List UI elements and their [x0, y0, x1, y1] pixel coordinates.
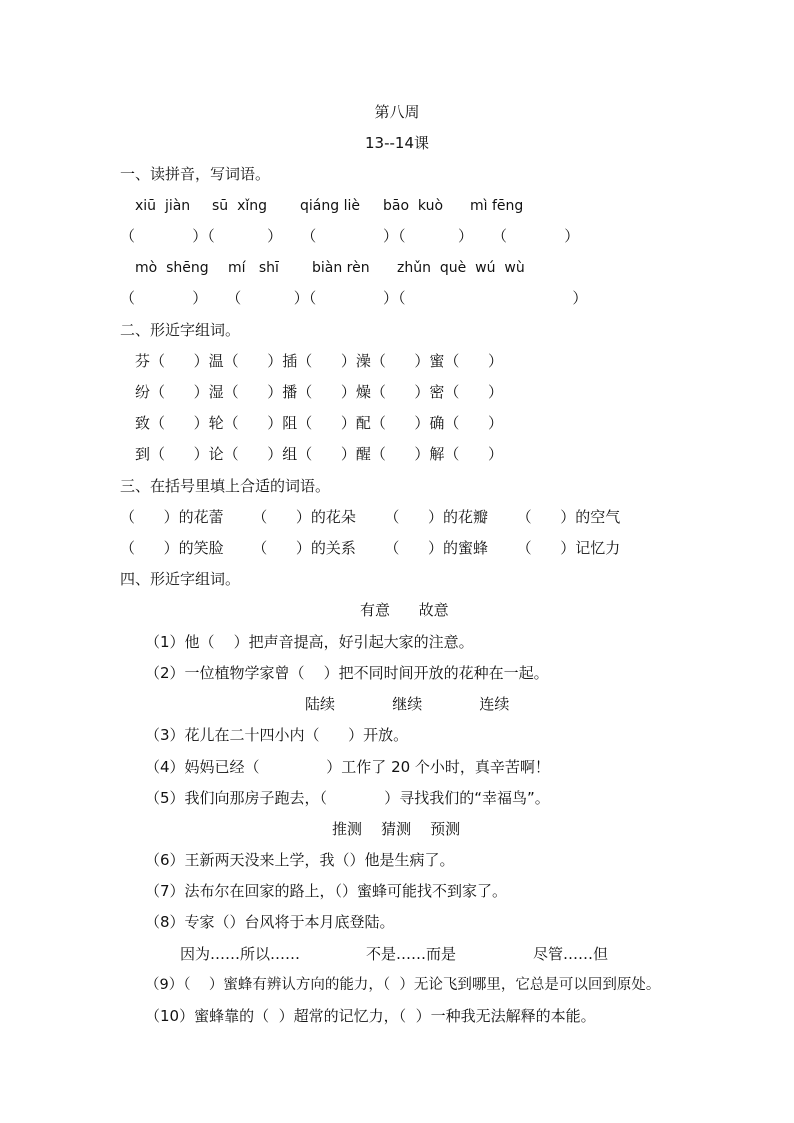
pinyin-item: mì fēng	[470, 198, 524, 214]
page-title: 第八周	[374, 103, 420, 121]
page-subtitle: 13--14课	[365, 134, 429, 152]
question-item: （5）我们向那房子跑去，（ ）寻找我们的“幸福鸟”。	[145, 789, 550, 807]
char-group-row: 致（ ）轮（ ）阻（ ）配（ ）确（ ）	[135, 414, 504, 432]
char-group-row: 纷（ ）湿（ ）播（ ）燥（ ）密（ ）	[135, 383, 504, 401]
question-item: （4）妈妈已经（ ）工作了 20 个小时，真辛苦啊！	[145, 758, 550, 776]
fill-phrase-row: （ ）的花蕾 （ ）的花朵 （ ）的花瓣 （ ）的空气	[120, 508, 621, 526]
question-item: （8）专家（）台风将于本月底登陆。	[145, 913, 395, 931]
char-group-row: 芬（ ）温（ ）插（ ）澡（ ）蜜（ ）	[135, 352, 504, 370]
question-item: （7）法布尔在回家的路上，（）蜜蜂可能找不到家了。	[145, 882, 508, 900]
pinyin-item: xiū jiàn	[135, 198, 191, 214]
pinyin-item: sū xǐng	[212, 198, 268, 214]
pinyin-item: biàn rèn	[312, 260, 370, 276]
question-item: （9）（ ）蜜蜂有辨认方向的能力，（ ）无论飞到哪里，它总是可以回到原处。	[145, 977, 661, 993]
word-choice: 尽管……但	[533, 945, 609, 963]
question-item: （1）他（ ）把声音提高，好引起大家的注意。	[145, 633, 474, 651]
section1-heading: 一、读拼音，写词语。	[120, 165, 271, 183]
word-choice: 因为……所以……	[180, 945, 301, 963]
fill-phrase-row: （ ）的笑脸 （ ）的关系 （ ）的蜜蜂 （ ）记忆力	[120, 539, 621, 557]
word-choice: 不是……而是	[366, 945, 457, 963]
section2-heading: 二、形近字组词。	[120, 321, 241, 339]
section3-heading: 三、在括号里填上合适的词语。	[120, 477, 331, 495]
question-item: （3）花儿在二十四小内（ ）开放。	[145, 726, 409, 744]
pinyin-item: mò shēng	[135, 260, 209, 276]
word-choice-group: 有意 故意	[360, 601, 449, 619]
word-choice-group: 陆续 继续 连续	[305, 695, 510, 713]
question-item: （10）蜜蜂靠的（ ）超常的记忆力，（ ）一种我无法解释的本能。	[145, 1007, 596, 1025]
pinyin-item: mí shī	[228, 260, 279, 276]
word-choice-group: 推测 猜测 预测	[332, 820, 461, 838]
pinyin-item: bāo kuò	[383, 198, 444, 214]
answer-blanks-row: （ ） （ ）（ ）（ ）	[120, 289, 588, 307]
answer-blanks-row: （ ）（ ） （ ）（ ） （ ）	[120, 227, 580, 245]
question-item: （6）王新两天没来上学，我（）他是生病了。	[145, 851, 455, 869]
section4-heading: 四、形近字组词。	[120, 570, 241, 588]
question-item: （2）一位植物学家曾（ ）把不同时间开放的花种在一起。	[145, 664, 549, 682]
pinyin-item: zhǔn què wú wù	[397, 260, 525, 276]
char-group-row: 到（ ）论（ ）组（ ）醒（ ）解（ ）	[135, 445, 504, 463]
pinyin-item: qiáng liè	[300, 198, 360, 214]
